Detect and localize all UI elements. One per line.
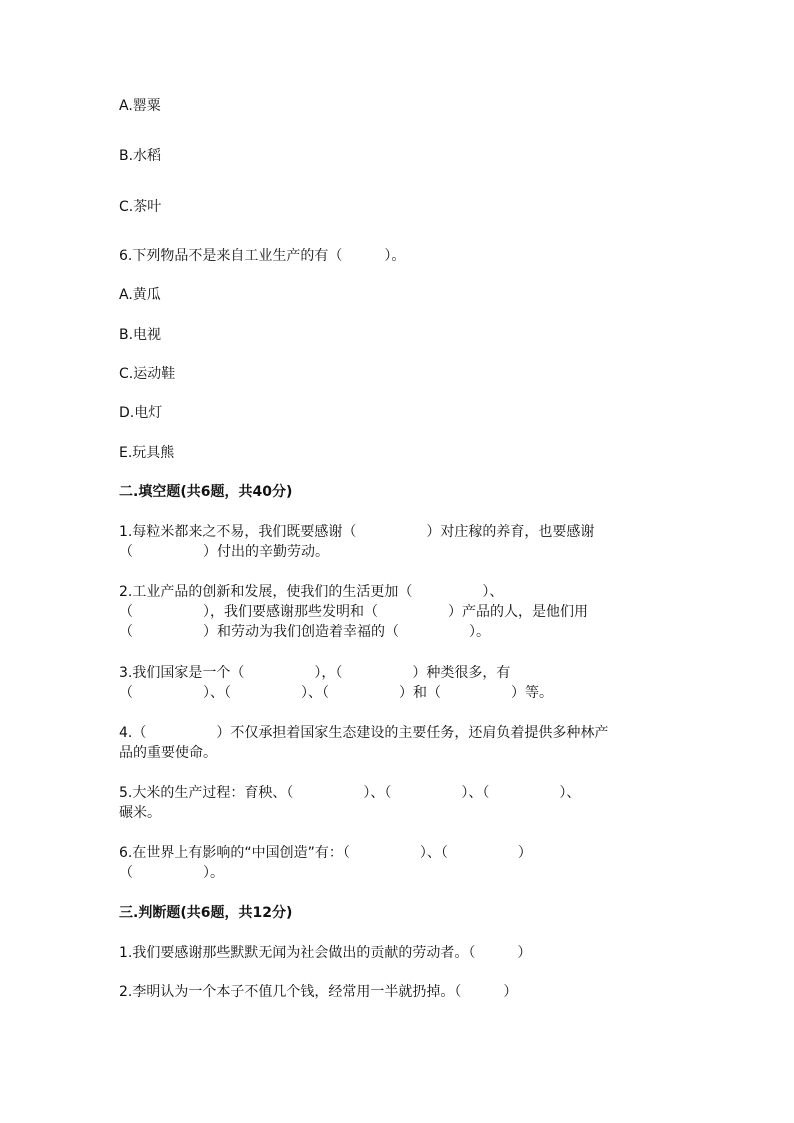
q6-option-c: C.运动鞋 — [119, 366, 176, 382]
judge-section-heading: 三.判断题(共6题，共12分) — [119, 905, 293, 921]
fill-q5-line1: 5.大米的生产过程：育秧、（ ）、（ ）、（ ）、 — [119, 785, 581, 801]
judge-q1: 1.我们要感谢那些默默无闻为社会做出的贡献的劳动者。（ ） — [119, 945, 532, 961]
q6-option-e: E.玩具熊 — [119, 445, 175, 461]
fill-q5-line2: 碾米。 — [119, 805, 161, 821]
fill-section-heading: 二.填空题(共6题，共40分) — [119, 484, 293, 500]
fill-q2-line2: （ ），我们要感谢那些发明和（ ）产品的人，是他们用 — [119, 604, 588, 620]
fill-q6-line2: （ ）。 — [119, 865, 224, 881]
fill-q3-line2: （ ）、（ ）、（ ）和（ ）等。 — [119, 685, 553, 701]
fill-q1-line1: 1.每粒米都来之不易，我们既要感谢（ ）对庄稼的养育，也要感谢 — [119, 524, 595, 540]
q6-stem: 6.下列物品不是来自工业生产的有（ ）。 — [119, 248, 406, 264]
q6-option-a: A.黄瓜 — [119, 287, 161, 303]
judge-q2: 2.李明认为一个本子不值几个钱，经常用一半就扔掉。（ ） — [119, 984, 518, 1000]
q5-option-a: A.罂粟 — [119, 98, 161, 114]
q6-option-b: B.电视 — [119, 327, 162, 343]
fill-q4-line2: 品的重要使命。 — [119, 745, 217, 761]
fill-q1-line2: （ ）付出的辛勤劳动。 — [119, 544, 329, 560]
q5-option-b: B.水稻 — [119, 148, 162, 164]
fill-q2-line1: 2.工业产品的创新和发展，使我们的生活更加（ ）、 — [119, 584, 504, 600]
fill-q3-line1: 3.我们国家是一个（ ），（ ）种类很多，有 — [119, 665, 511, 681]
q5-option-c: C.茶叶 — [119, 199, 162, 215]
q6-option-d: D.电灯 — [119, 405, 163, 421]
fill-q2-line3: （ ）和劳动为我们创造着幸福的（ ）。 — [119, 624, 490, 640]
fill-q4-line1: 4.（ ）不仅承担着国家生态建设的主要任务，还肩负着提供多种林产 — [119, 725, 609, 741]
fill-q6-line1: 6.在世界上有影响的“中国创造”有：（ ）、（ ） — [119, 845, 532, 861]
